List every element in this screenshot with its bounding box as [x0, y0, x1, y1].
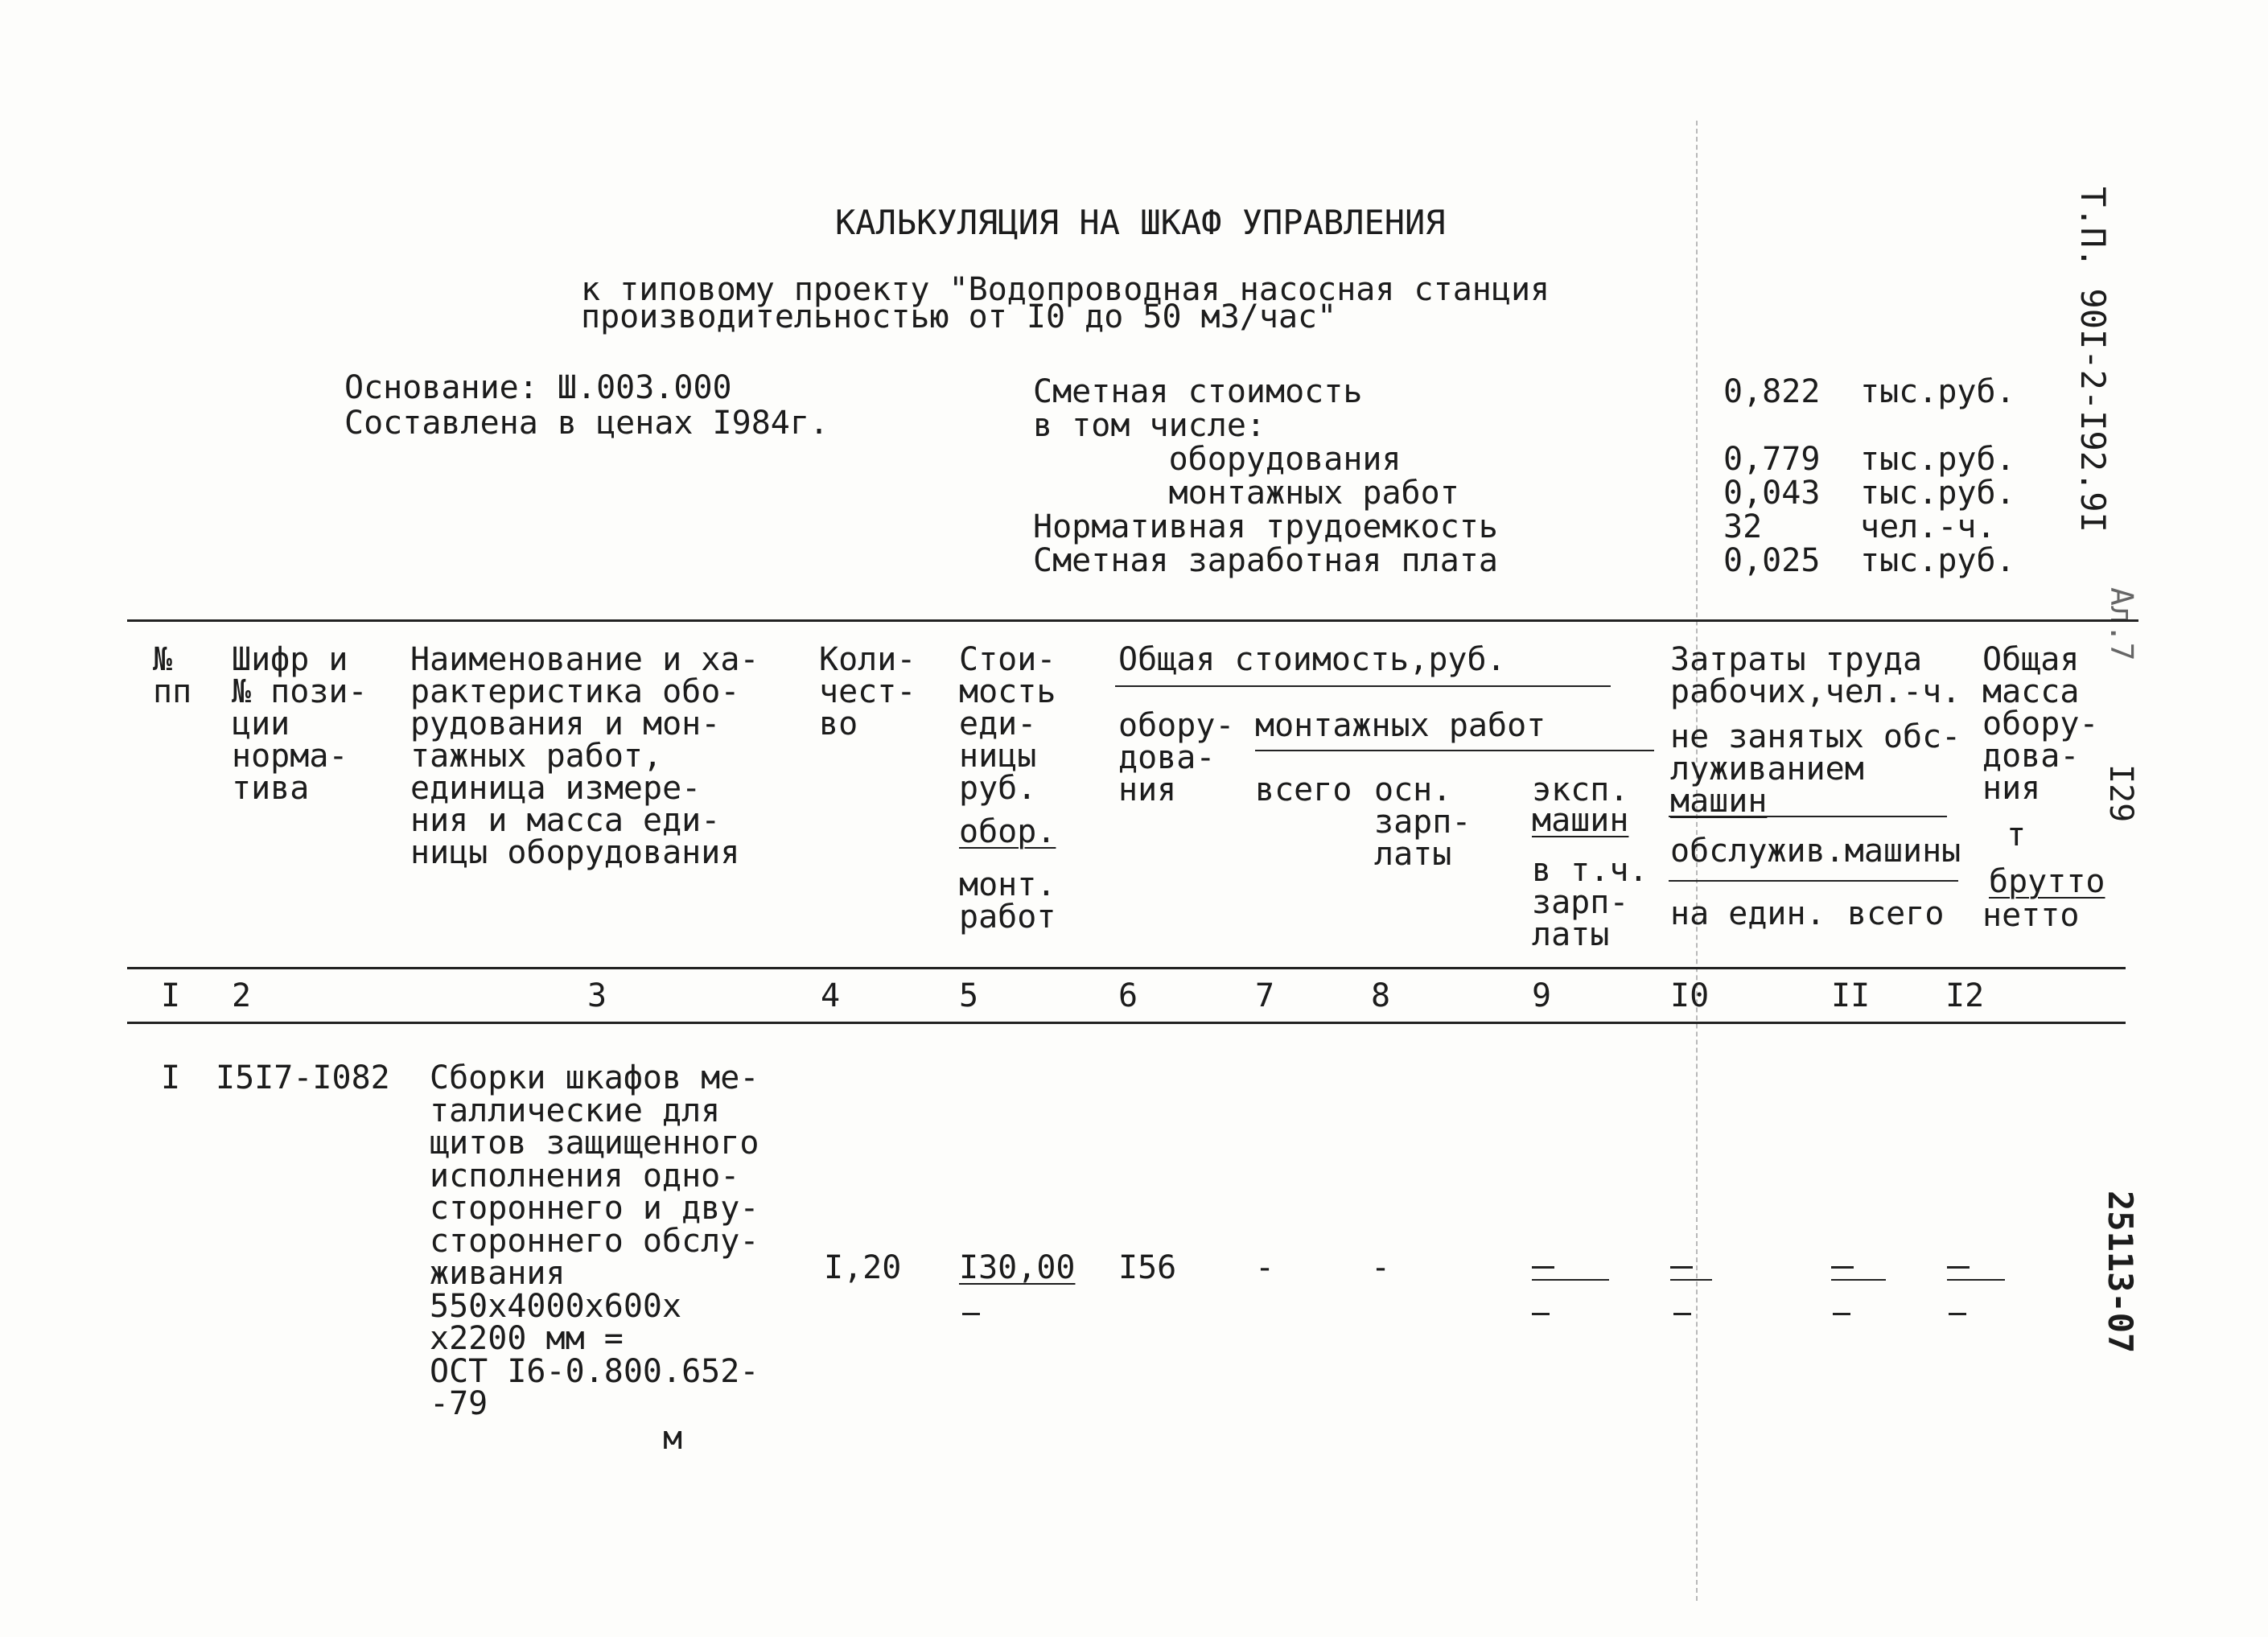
row-labor-fraction: [1670, 1279, 1712, 1281]
header-total-cost-group: Общая стоимость,руб.: [1118, 641, 1506, 678]
row-code: I5I7-I082: [216, 1059, 390, 1096]
row-qty: I,20: [824, 1249, 902, 1286]
header-unit-price-mont: монт. работ: [959, 866, 1056, 936]
header-mont-group: монтажных работ: [1255, 707, 1546, 744]
row-name: Сборки шкафов ме- таллические для щитов защищенного исполнения одно- стороннего и дву- стороннего обслу- живания 550x4000x600x x2200 мм = ОСТ I6-0.800.652- -79: [430, 1059, 759, 1422]
header-mass-brutto: брутто: [1989, 863, 2105, 900]
page-number-margin: I29: [2102, 764, 2139, 823]
row-unit-price: I30,00: [959, 1249, 1076, 1286]
row-exp-mach-dash-top: [1532, 1266, 1554, 1269]
header-unit-price: Стои- мость еди- ницы руб.: [959, 641, 1056, 807]
header-labor-machines: машин: [1670, 783, 1768, 820]
col-number-10: I0: [1670, 977, 1710, 1014]
header-code: Шифр и № пози- ции норма- тива: [232, 641, 368, 807]
header-mass-netto: нетто: [1982, 897, 2080, 934]
row-number: I: [161, 1059, 181, 1096]
row-exp-mach-fraction: [1532, 1279, 1609, 1281]
cost-group-rule: [1115, 685, 1611, 687]
header-labor-group: Затраты труда рабочих,чел.-ч.: [1670, 641, 1961, 710]
row-unit-price-mont-dash: [962, 1313, 980, 1315]
doc-number-margin: 25113-07: [2101, 1191, 2140, 1354]
header-exp-mach: эксп.: [1532, 771, 1629, 808]
row-mass-dash-top: [1947, 1266, 1970, 1269]
header-name: Наименование и ха- рактеристика обо- рудования и мон- тажных работ, единица измере- ния и масса еди- ницы оборудования: [410, 641, 759, 871]
row-mont-total: -: [1255, 1249, 1275, 1286]
summary-units: тыс.руб. тыс.руб. тыс.руб. чел.-ч. тыс.руб.: [1860, 373, 2015, 579]
header-labor-serv: обслужив.машины: [1670, 833, 1961, 870]
row-equip-cost: I56: [1118, 1249, 1177, 1286]
row-labor-total-fraction: [1831, 1279, 1886, 1281]
header-base-salary: осн. зарп- латы: [1374, 771, 1472, 873]
col-number-8: 8: [1371, 977, 1391, 1014]
mont-group-rule: [1255, 750, 1654, 751]
summary-labels: Сметная стоимость в том числе: оборудования монтажных работ Нормативная трудоемкость Сметная заработная плата: [1033, 373, 1498, 579]
header-qty: Коли- чест- во: [819, 641, 916, 742]
col-number-11: II: [1831, 977, 1871, 1014]
row-unit: м: [663, 1420, 683, 1457]
row-mass-fraction: [1947, 1279, 2005, 1281]
header-num: № пп: [153, 641, 192, 710]
document-title: КАЛЬКУЛЯЦИЯ НА ШКАФ УПРАВЛЕНИЯ: [835, 203, 1446, 242]
column-numbers-bottom-rule: [127, 1022, 2126, 1024]
header-mass-unit: т: [2007, 816, 2027, 853]
row-mass-dash-bottom: [1949, 1313, 1966, 1315]
header-exp-mach-salary: в т.ч. зарп- латы: [1532, 852, 1649, 953]
header-labor-not-serv: не занятых обс- луживанием: [1670, 718, 1961, 788]
header-mont-total: всего: [1255, 771, 1352, 808]
col-number-1: I: [161, 977, 181, 1014]
col-number-6: 6: [1118, 977, 1138, 1014]
labor-serv-rule: [1669, 880, 1958, 882]
project-subtitle-line1: к типовому проекту "Водопроводная насосная станция: [581, 271, 1550, 308]
row-base-salary: -: [1371, 1249, 1391, 1286]
table-top-rule: [127, 619, 2138, 622]
header-unit-price-obor: обор.: [959, 813, 1056, 850]
row-labor-dash-top: [1670, 1266, 1693, 1269]
col-number-9: 9: [1532, 977, 1552, 1014]
row-labor-total-dash-bottom: [1833, 1313, 1850, 1315]
col-number-12: I2: [1945, 977, 1985, 1014]
row-exp-mach-dash-bottom: [1532, 1313, 1550, 1315]
row-labor-dash-bottom: [1673, 1313, 1691, 1315]
project-subtitle-line2: производительностью от I0 до 50 м3/час": [581, 298, 1337, 335]
prices-label: Составлена в ценах I984г.: [344, 405, 829, 442]
col-number-7: 7: [1255, 977, 1275, 1014]
summary-values: 0,822 0,779 0,043 32 0,025: [1723, 373, 1821, 579]
header-equip-cost: обору- дова- ния: [1118, 707, 1235, 808]
row-labor-total-dash-top: [1831, 1266, 1854, 1269]
table-header-bottom-rule: [127, 967, 2126, 969]
header-labor-per-unit: на един.: [1670, 895, 1826, 932]
col-number-4: 4: [821, 977, 841, 1014]
col-number-3: 3: [587, 977, 607, 1014]
header-mass-group: Общая масса обору- дова- ния: [1982, 641, 2099, 807]
header-exp-mach-machines: машин: [1532, 802, 1629, 839]
album-margin: Ал.7: [2104, 587, 2139, 661]
header-labor-total: всего: [1847, 895, 1945, 932]
project-code-margin: Т.П. 90I-2-I92.9I: [2073, 187, 2113, 533]
col-number-5: 5: [959, 977, 979, 1014]
basis-label: Основание: Ш.003.000: [344, 369, 732, 406]
col-number-2: 2: [232, 977, 252, 1014]
